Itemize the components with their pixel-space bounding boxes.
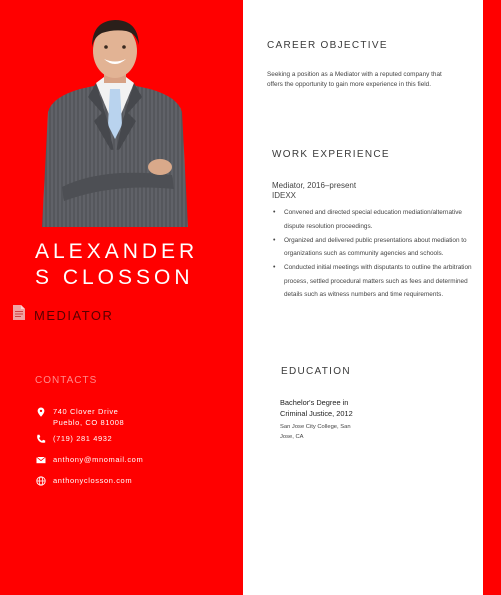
list-item: • Organized and delivered public presentations about mediation to organizations such as community agencies and schools. [272, 234, 477, 261]
full-name [35, 239, 235, 291]
first-name: ALEXANDER [35, 240, 199, 263]
job-duties-list [272, 206, 477, 302]
right-accent-strip [483, 0, 501, 595]
contact-address [36, 407, 124, 428]
list-item: • Conducted initial meetings with disputants to outline the arbitration process, settled procedural matters such as fees and determined details such as witness numbers and time requirements. [272, 261, 477, 302]
email-address[interactable]: anthony@mnomail.com [53, 455, 144, 464]
work-experience-heading: WORK EXPERIENCE [272, 149, 390, 160]
phone-number[interactable]: (719) 281 4932 [53, 434, 113, 443]
contacts-heading: CONTACTS [35, 375, 98, 386]
contact-email[interactable] [36, 455, 143, 466]
profile-photo [42, 17, 188, 227]
envelope-icon [36, 455, 46, 465]
job-title: Mediator, 2016–present [272, 181, 357, 190]
role-title: MEDIATOR [34, 308, 114, 323]
globe-icon [36, 476, 46, 486]
job-entry [272, 181, 356, 201]
phone-icon [36, 434, 46, 444]
school [280, 422, 380, 442]
degree-line1: Bachelor's Degree in [280, 398, 349, 407]
contact-phone[interactable] [36, 434, 112, 445]
degree-line2: Criminal Justice, 2012 [280, 409, 353, 418]
address-line2: Pueblo, CO 81008 [53, 417, 125, 427]
school-line2: Jose, CA [280, 434, 304, 440]
website-url[interactable]: anthonyclosson.com [53, 476, 133, 485]
school-line1: San Jose City College, San [280, 424, 351, 430]
degree [280, 397, 353, 419]
last-name: S CLOSSON [35, 266, 194, 289]
contact-website[interactable] [36, 476, 132, 487]
company-name: IDEXX [272, 191, 297, 200]
address-line1: 740 Clover Drive [53, 407, 119, 416]
list-item: • Convened and directed special education mediation/alternative dispute resolution proceedings. [272, 206, 477, 233]
career-objective-text: Seeking a position as a Mediator with a reputed company that offers the opportunity to gain more experience in this field. [267, 71, 442, 88]
location-pin-icon [36, 407, 46, 417]
document-icon [13, 305, 25, 320]
education-heading: EDUCATION [281, 366, 351, 377]
career-objective-heading: CAREER OBJECTIVE [267, 40, 388, 51]
